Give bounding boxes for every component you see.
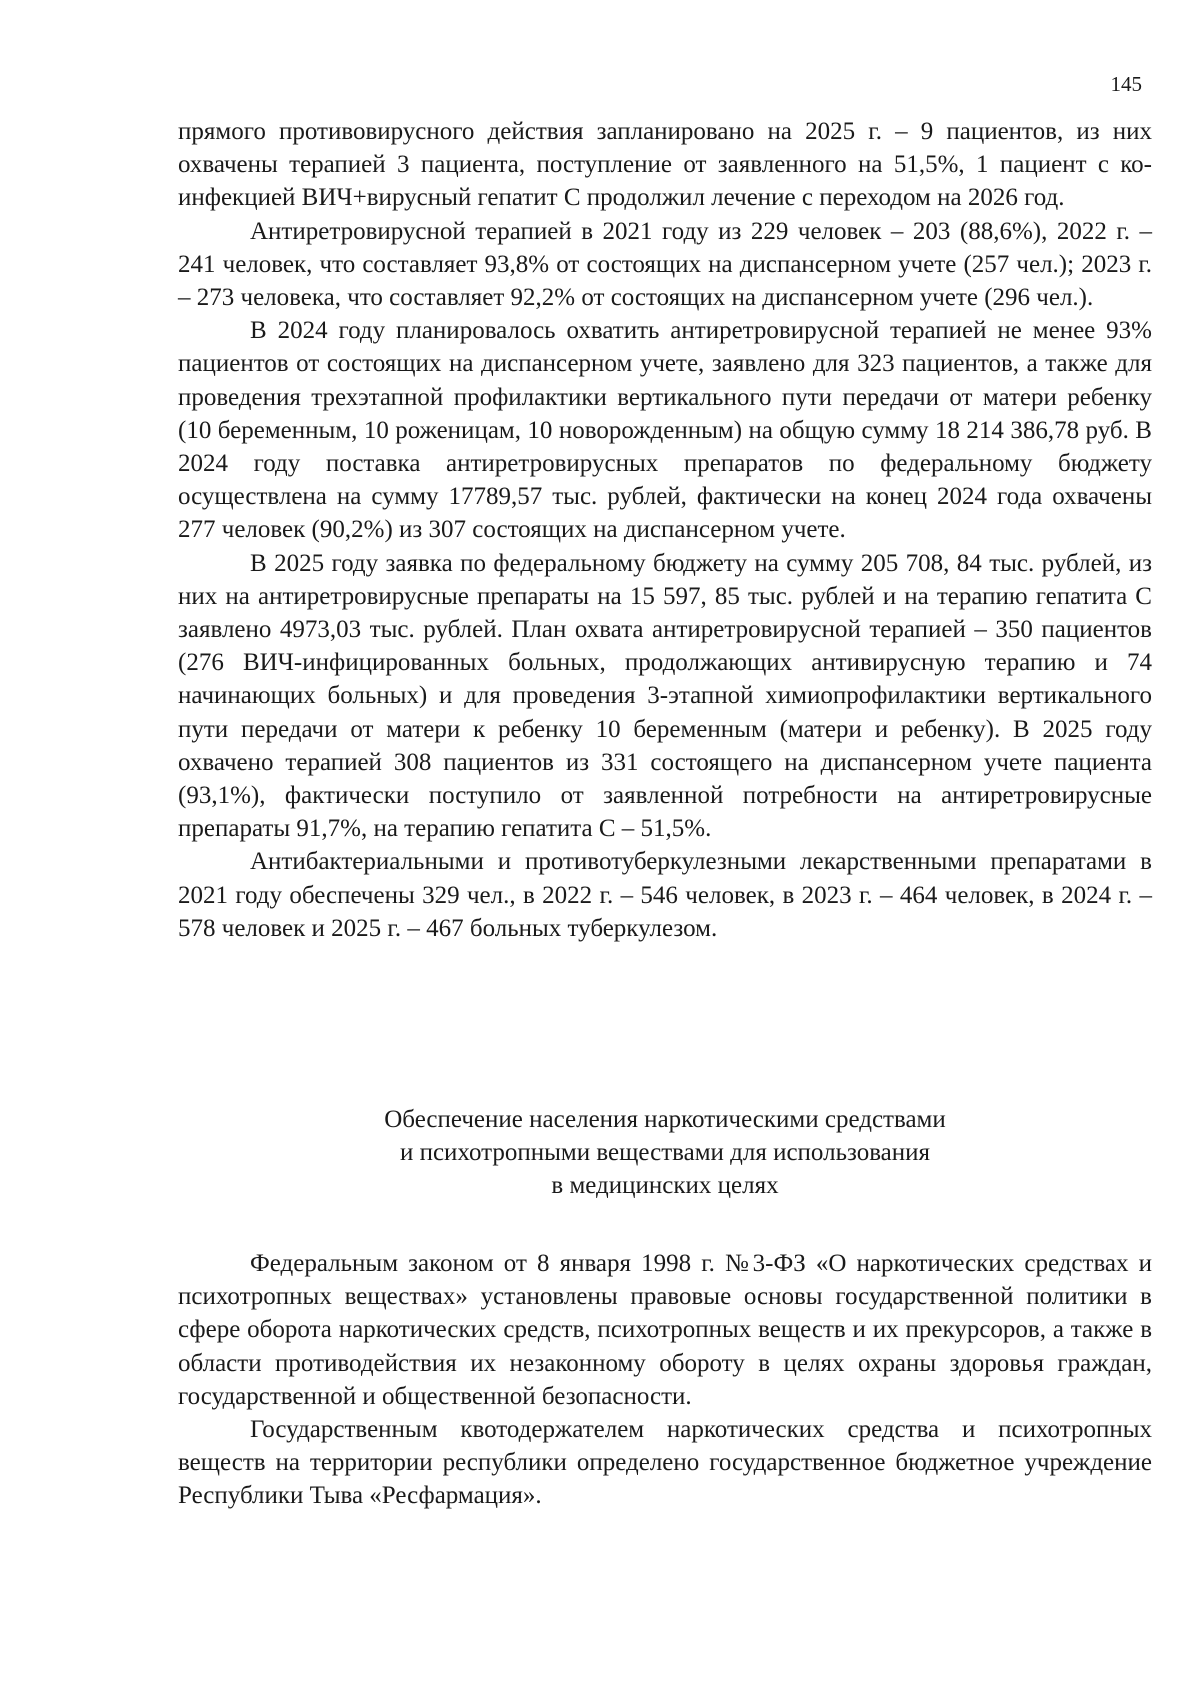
paragraph-quota-holder: Государственным квотодержателем наркотических средства и психотропных веществ на территории республики определено государственное бюджетное учреждение Республики Тыва «Ресфармация». [178,1416,1152,1510]
paragraph-art-coverage: Антиретровирусной терапией в 2021 году из 229 человек – 203 (88,6%), 2022 г. – 241 человек, что составляет 93,8% от состоящих на диспансерном учете (257 чел.); 2023 г. – 273 человека, что составляет 92,2% от состоящих на диспансерном учете (296 чел.). [178,217,1152,312]
section-heading [178,1103,1152,1202]
text-block-top [178,115,1152,945]
text-block-bottom [178,1247,1152,1513]
section-heading-line: и психотропными веществами для использования [399,1139,931,1166]
section-heading-line: Обеспечение населения наркотическими средствами [384,1106,946,1133]
paragraph-federal-law: Федеральным законом от 8 января 1998 г. №3-ФЗ «О наркотических средствах и психотропных веществах» установлены правовые основы государственной политики в сфере оборота наркотических средств, психотропных веществ и их прекурсоров, а также в области противодействия их незаконному обороту в целях охраны здоровья граждан, государственной и общественной безопасности. [178,1250,1152,1410]
paragraph-2024-plan: В 2024 году планировалось охватить антиретровирусной терапией не менее 93% пациентов от состоящих на диспансерном учете, заявлено для 323 пациентов, а также для проведения трехэтапной профилактики вертикального пути передачи от матери ребенку (10 беременным, 10 роженицам, 10 новорожденным) на общую сумму 18 214 386,78 руб. В 2024 году поставка антиретровирусных препаратов по федеральному бюджету осуществлена на сумму 17789,57 тыс. рублей, фактически на конец 2024 года охвачены 277 человек (90,2%) из 307 состоящих на диспансерном учете. [178,317,1152,544]
page-number: 145 [1110,72,1142,96]
paragraph-continuation: прямого противовирусного действия запланировано на 2025 г. – 9 пациентов, из них охвачены терапией 3 пациента, поступление от заявленного на 51,5%, 1 пациент с ко-инфекцией ВИЧ+вирусный гепатит С продолжил лечение с переходом на 2026 год. [178,118,1152,212]
section-heading-line: в медицинских целях [551,1172,779,1199]
paragraph-tuberculosis: Антибактериальными и противотуберкулезными лекарственными препаратами в 2021 году обеспечены 329 чел., в 2022 г. – 546 человек, в 2023 г. – 464 человек, в 2024 г. – 578 человек и 2025 г. – 467 больных туберкулезом. [178,848,1152,942]
paragraph-2025-plan: В 2025 году заявка по федеральному бюджету на сумму 205 708, 84 тыс. рублей, из них на антиретровирусные препараты на 15 597, 85 тыс. рублей и на терапию гепатита С заявлено 4973,03 тыс. рублей. План охвата антиретровирусной терапией – 350 пациентов (276 ВИЧ-инфицированных больных, продолжающих антивирусную терапию и 74 начинающих больных) и для проведения 3-этапной химиопрофилактики вертикального пути передачи от матери к ребенку 10 беременным (матери и ребенку). В 2025 году охвачено терапией 308 пациентов из 331 состоящего на диспансерном учете пациента (93,1%), фактически поступило от заявленной потребности на антиретровирусные препараты 91,7%, на терапию гепатита С – 51,5%. [178,549,1152,843]
